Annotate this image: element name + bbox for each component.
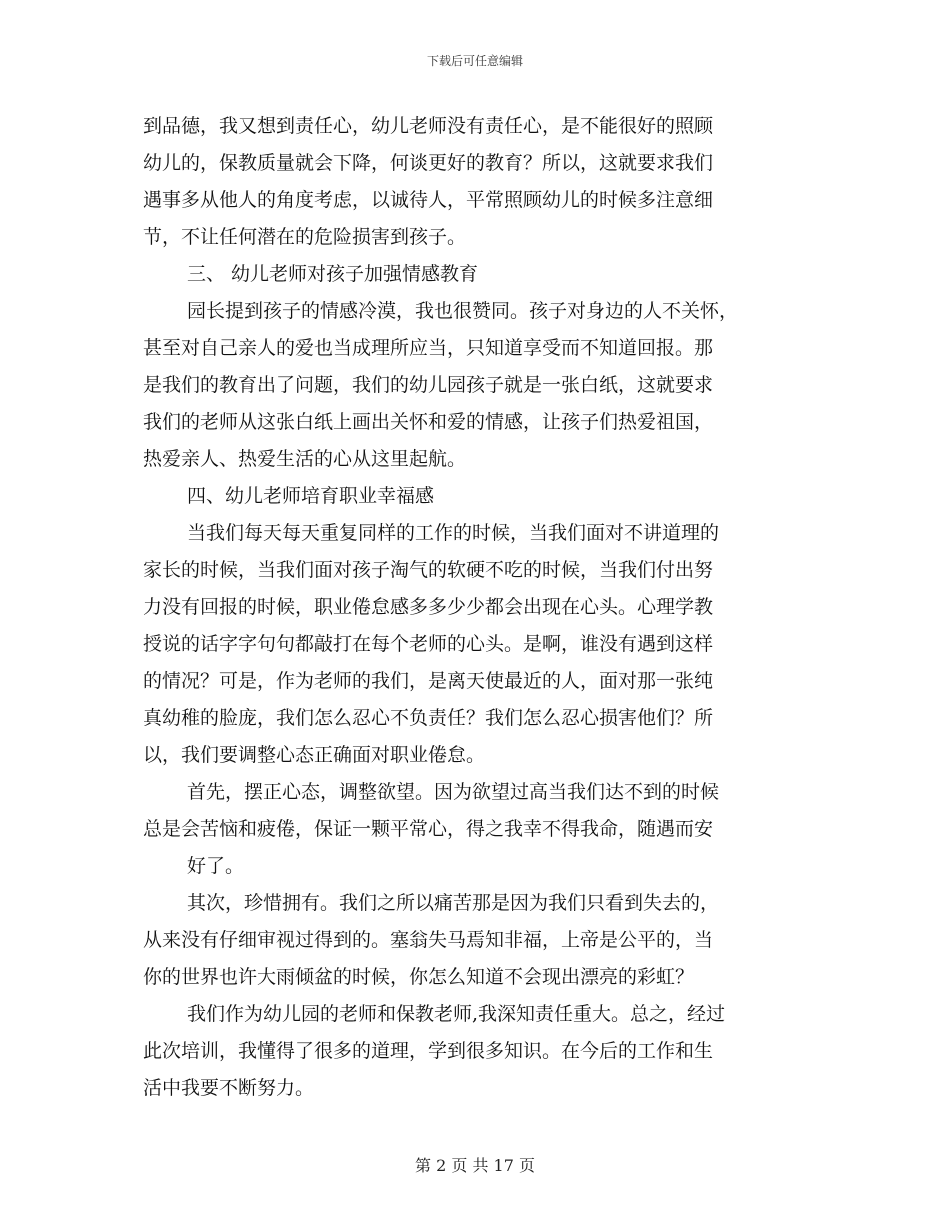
text-line: 热爱亲人、热爱生活的心从这里起航。 (143, 448, 467, 470)
text-line: 是我们的教育出了问题，我们的幼儿园孩子就是一张白纸，这就要求 (143, 374, 714, 396)
section-heading-4: 四、幼儿老师培育职业幸福感 (187, 485, 435, 507)
text-line: 以，我们要调整心态正确面对职业倦怠。 (143, 744, 486, 766)
text-line: 到品德，我又想到责任心，幼儿老师没有责任心，是不能很好的照顾 (143, 115, 714, 137)
text-line: 真幼稚的脸庞，我们怎么忍心不负责任？我们怎么忍心损害他们？所 (143, 707, 714, 729)
text-line: 总是会苦恼和疲倦，保证一颗平常心，得之我幸不得我命，随遇而安 (143, 818, 714, 840)
text-line: 力没有回报的时候，职业倦怠感多多少少都会出现在心头。心理学教 (143, 596, 714, 618)
text-line: 家长的时候，当我们面对孩子淘气的软硬不吃的时候，当我们付出努 (143, 559, 714, 581)
text-line: 遇事多从他人的角度考虑，以诚待人，平常照顾幼儿的时候多注意细 (143, 189, 714, 211)
text-line: 的情况？可是，作为老师的我们，是离天使最近的人，面对那一张纯 (143, 670, 714, 692)
text-line: 此次培训，我懂得了很多的道理，学到很多知识。在今后的工作和生 (143, 1040, 714, 1062)
text-line: 我们作为幼儿园的老师和保教老师,我深知责任重大。总之，经过 (187, 1003, 726, 1025)
text-line: 园长提到孩子的情感冷漠，我也很赞同。孩子对身边的人不关怀， (187, 300, 739, 322)
text-line: 活中我要不断努力。 (143, 1077, 315, 1099)
text-line: 从来没有仔细审视过得到的。塞翁失马焉知非福，上帝是公平的，当 (143, 929, 714, 951)
text-line: 节，不让任何潜在的危险损害到孩子。 (143, 226, 467, 248)
text-line: 首先，摆正心态，调整欲望。因为欲望过高当我们达不到的时候 (187, 781, 720, 803)
text-line: 甚至对自己亲人的爱也当成理所应当，只知道享受而不知道回报。那 (143, 337, 714, 359)
text-line: 当我们每天每天重复同样的工作的时候，当我们面对不讲道理的 (187, 522, 720, 544)
page-header: 下载后可任意编辑 (426, 54, 523, 68)
text-line: 幼儿的，保教质量就会下降，何谈更好的教育？所以，这就要求我们 (143, 152, 714, 174)
text-line: 好了。 (187, 855, 245, 877)
body-text (143, 108, 808, 1107)
text-line: 我们的老师从这张白纸上画出关怀和爱的情感，让孩子们热爱祖国， (143, 411, 714, 433)
text-line: 你的世界也许大雨倾盆的时候，你怎么知道不会现出漂亮的彩虹？ (143, 966, 695, 988)
text-line: 其次，珍惜拥有。我们之所以痛苦那是因为我们只看到失去的， (187, 892, 720, 914)
section-heading-3: 三、 幼儿老师对孩子加强情感教育 (187, 263, 479, 285)
text-line: 授说的话字字句句都敲打在每个老师的心头。是啊，谁没有遇到这样 (143, 633, 714, 655)
page-footer: 第 2 页 共 17 页 (415, 1156, 535, 1175)
